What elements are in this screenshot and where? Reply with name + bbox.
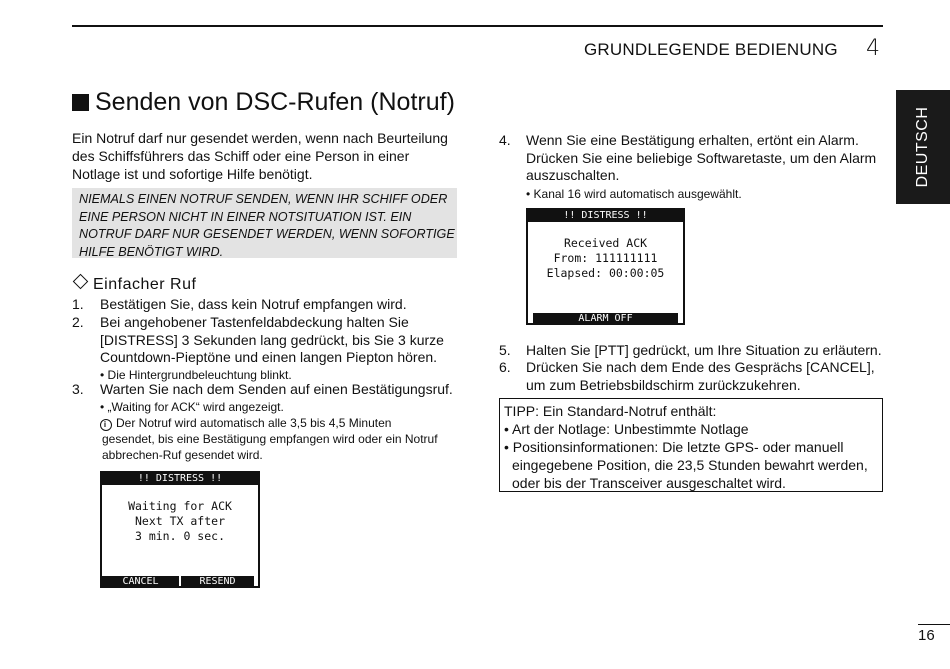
lcd-line: From: 111111111 [553, 251, 658, 265]
lcd-screen-ack [526, 208, 685, 325]
section-title [72, 88, 455, 117]
chapter-number: 4 [866, 36, 880, 61]
alarm-off-softkey[interactable]: ALARM OFF [533, 313, 678, 325]
step-3 [72, 381, 464, 463]
lcd-title-bar: !! DISTRESS !! [102, 473, 258, 485]
step-number: 4. [499, 132, 511, 148]
section-title-text: Senden von DSC-Rufen (Notruf) [95, 88, 455, 116]
step-text: Wenn Sie eine Bestätigung erhalten, ertönt ein Alarm. Drücken Sie eine beliebige Softwaretaste, um den Alarm auszuschalten. [526, 132, 877, 183]
square-bullet-icon [72, 94, 89, 111]
step-number: 3. [72, 381, 84, 397]
info-icon: i [100, 419, 112, 431]
step-4 [499, 132, 884, 202]
tip-item: • Positionsinformationen: Die letzte GPS- oder manuell eingegebene Position, die 23,5 Stunden bewahrt werden, oder bis der Transceiver ausgeschaltet wird. [504, 439, 868, 491]
chapter-title: GRUNDLEGENDE BEDIENUNG [584, 40, 838, 59]
intro-paragraph: Ein Notruf darf nur gesendet werden, wenn nach Beurteilung des Schiffsführers das Schiff oder eine Person in einer Notlage ist und sofortige Hilfe benötigt. [72, 130, 448, 182]
lcd-screen-waiting [100, 471, 260, 588]
step-text: Bei angehobener Tastenfeldabdeckung halten Sie [DISTRESS] 3 Sekunden lang gedrückt, bis Sie 3 kurze Countdown-Pieptöne und einen langen Piepton hören. [100, 314, 444, 365]
warning-text: NIEMALS EINEN NOTRUF SENDEN, WENN IHR SCHIFF ODER EINE PERSON NICHT IN EINER NOTSITUATION IST. EIN NOTRUF DARF NUR GESENDET WERDEN, WENN SOFORTIGE HILFE BENÖTIGT WIRD. [79, 192, 455, 259]
step-number: 6. [499, 359, 511, 375]
page-number-rule [918, 624, 950, 625]
step-note: • Kanal 16 wird automatisch ausgewählt. [526, 186, 742, 201]
step-info [102, 415, 447, 463]
step-note: • Die Hintergrundbeleuchtung blinkt. [100, 367, 292, 382]
step-number: 2. [72, 314, 84, 330]
warning-box [72, 188, 457, 258]
lcd-title-bar: !! DISTRESS !! [528, 210, 683, 222]
step-text: Warten Sie nach dem Senden auf einen Bestätigungsruf. [100, 381, 453, 397]
subsection-title-text: Einfacher Ruf [93, 276, 197, 293]
step-1 [72, 296, 462, 314]
lcd-line: 3 min. 0 sec. [134, 529, 225, 543]
step-2 [72, 314, 457, 383]
step-note: • „Waiting for ACK“ wird angezeigt. [100, 399, 284, 414]
language-tab [896, 90, 950, 204]
lcd-line: Next TX after [134, 514, 225, 528]
tip-box [499, 398, 883, 492]
step-text: Bestätigen Sie, dass kein Notruf empfangen wird. [100, 296, 407, 312]
step-number: 1. [72, 296, 84, 312]
step-text: Drücken Sie nach dem Ende des Gesprächs [CANCEL], um zum Betriebsbildschirm zurückzukehren. [526, 359, 875, 393]
lcd-line: Waiting for ACK [128, 499, 232, 513]
lcd-line: Received ACK [563, 236, 648, 250]
page-number: 16 [918, 627, 935, 644]
subsection-title [72, 276, 196, 294]
step-text: Halten Sie [PTT] gedrückt, um Ihre Situation zu erläutern. [526, 342, 882, 358]
step-6 [499, 359, 885, 394]
step-info-text: Der Notruf wird automatisch alle 3,5 bis 4,5 Minuten gesendet, bis eine Bestätigung empfangen wird oder ein Notruf abbrechen-Ruf gesendet wird. [102, 415, 438, 462]
top-rule [72, 25, 883, 27]
tip-item: • Art der Notlage: Unbestimmte Notlage [504, 421, 749, 437]
diamond-icon [73, 274, 89, 290]
tip-title: TIPP: Ein Standard-Notruf enthält: [504, 403, 717, 419]
resend-softkey[interactable]: RESEND [181, 576, 254, 588]
language-tab-label: DEUTSCH [914, 106, 931, 188]
lcd-line: Elapsed: 00:00:05 [546, 266, 665, 280]
cancel-softkey[interactable]: CANCEL [102, 576, 179, 588]
step-number: 5. [499, 342, 511, 358]
step-5 [499, 342, 889, 360]
